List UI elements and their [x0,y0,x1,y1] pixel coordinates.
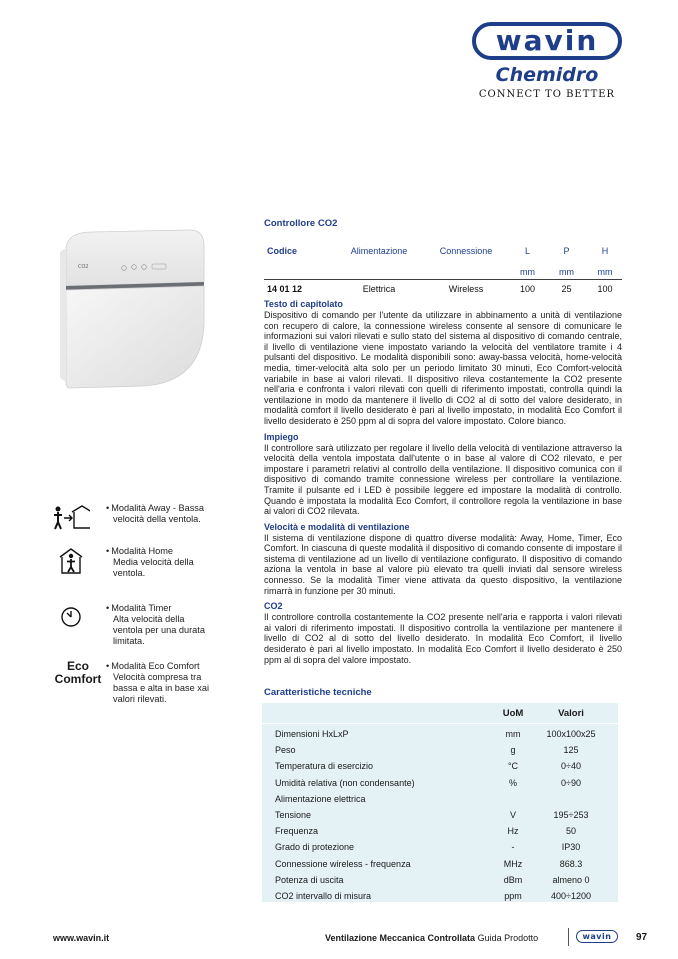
footer-divider [568,928,569,946]
product-table-units [264,267,622,280]
cell-codice: 14 01 12 [267,284,303,294]
tech-uom: V [509,809,516,820]
mode-away-label: Modalità Away - Bassa [111,503,204,513]
mode-away-desc: velocità della ventola. [113,514,201,524]
tech-uom: °C [507,761,519,772]
cell-connessione: Wireless [448,284,484,294]
eco-comfort-label: Eco Comfort [54,659,102,686]
tech-name: Tensione [275,809,312,820]
tech-name: Temperatura di esercizio [275,761,374,772]
unit-p: mm [559,267,574,277]
footer-wavin-logo [576,930,618,943]
page-number: 97 [636,932,648,943]
unit-alimentazione [336,267,422,277]
mode-eco-text: • Modalità Eco Comfort Velocità compresa tra bassa e alta in base xai valori rilevati. [106,661,216,705]
tech-header-divider [262,723,618,724]
tech-table-header [262,708,618,722]
table-row [262,758,618,774]
wavin-chemidro-logo [472,22,622,100]
table-row [262,775,618,791]
tech-uom: dBm [503,874,523,885]
table-row [262,791,618,807]
mode-home-label: Modalità Home [111,546,174,556]
cell-alimentazione: Elettrica [362,284,396,294]
tech-uom: ppm [504,890,522,901]
table-row [262,872,618,888]
tech-val: IP30 [561,842,581,853]
col-l: L [524,246,530,256]
modalita-text: Il sistema di ventilazione dispone di quattro diverse modalità: Away, Home, Timer, Eco Comfort. In ciascuna di queste modalità il dispositivo di comando consente di impostare il sistema di ventilazione ad un livello di ventilazione configurato. Il dispositivo di comando aziona la ventola in base al valore più elevato tra quelli inviati dal sensore wireless connesso. Se la modalità Timer viene attivata da questo dispositivo, la ventilazione rimarrà in funzione per 30 minuti. [264,532,622,596]
unit-codice [264,267,336,277]
unit-l: mm [520,267,535,277]
col-connessione: Connessione [439,246,493,256]
mode-eco-desc: Velocità compresa tra bassa e alta in base xai valori rilevati. [113,672,210,704]
mode-timer-label: Modalità Timer [111,603,172,613]
col-h: H [601,246,609,256]
impiego-text: Il controllore sarà utilizzato per regolare il livello della velocità di ventilazione attraverso la velocità della ventola impostata dall'utente o in base al valore di CO2 rilevato, e per impostare i parametri relativi al controllo della ventilazione. Il dispositivo comunica con il dispositivo di comando tramite connessione wireless per controllare la ventilazione. Tramite il pulsante ed i LED è possibile leggere ed impostare la modalità di controllo. Quando è impostata la modalità Eco Comfort, il controllore regola la ventilazione in base ai valori di CO2 rilevata. [264,442,622,517]
tech-title: Caratteristiche tecniche [264,687,372,698]
tech-uom: Hz [507,826,519,837]
cell-l: 100 [519,284,536,294]
table-row [262,888,618,904]
col-codice: Codice [267,246,298,256]
tech-val: 125 [563,745,579,756]
tech-val: almeno 0 [552,874,590,885]
home-icon [50,546,90,576]
table-row [262,742,618,758]
tech-name: Connessione wireless - frequenza [275,858,411,869]
mode-timer-text: • Modalità Timer Alta velocità della ventola per una durata limitata. [106,603,205,646]
footer-title-rest: Guida Prodotto [477,933,539,943]
footer-url[interactable]: www.wavin.it [53,933,110,943]
mode-eco-label: Modalità Eco Comfort [111,661,200,671]
capitolato-title: Testo di capitolato [264,299,343,309]
photo-label: CO2 [78,264,89,270]
table-row [262,726,618,742]
wavin-logo-text: wavin [495,24,599,57]
mode-home-desc: Media velocità della ventola. [113,557,194,578]
tech-table [262,703,618,902]
tech-name: Dimensioni HxLxP [275,729,349,739]
footer-title-bold: Ventilazione Meccanica Controllata [325,933,476,943]
table-row [262,807,618,823]
tech-name: Umidità relativa (non condensante) [275,777,415,788]
mode-home-text: • Modalità Home Media velocità della ventola. [106,546,206,579]
eco-comfort-icon [52,658,104,688]
footer-title [325,933,538,943]
cell-p: 25 [561,284,572,294]
tech-uom: MHz [503,858,523,869]
tech-uom: - [511,842,515,853]
tech-rows [262,726,618,904]
tech-val: 0÷40 [561,761,581,772]
product-section-title: Controllore CO2 [264,218,338,229]
tech-head-uom: UoM [502,708,524,719]
impiego-title: Impiego [264,431,299,442]
tech-val: 400÷1200 [551,890,591,901]
table-row [262,823,618,839]
product-table-header [264,246,622,256]
chemidro-logo: Chemidro [495,64,599,86]
tech-name: Alimentazione elettrica [275,793,366,804]
tech-uom: mm [505,729,521,739]
mode-timer-desc: Alta velocità della ventola per una durata limitata. [113,614,205,646]
away-icon [50,503,90,533]
modalita-title: Velocità e modalità di ventilazione [264,521,410,532]
timer-icon [50,603,90,633]
wavin-logo [472,22,622,60]
tech-uom: g [510,745,516,756]
table-row [262,856,618,872]
tech-name: Frequenza [275,826,319,837]
tagline: CONNECT TO BETTER [478,89,616,100]
tech-name: Peso [275,745,296,756]
tech-val: 50 [565,826,576,837]
co2-title: CO2 [264,601,283,612]
mode-away-text: • Modalità Away - Bassa velocità della ventola. [106,503,204,524]
tech-val: 195÷253 [553,809,589,820]
unit-connessione [422,267,510,277]
capitolato-text: Dispositivo di comando per l'utente da utilizzare in abbinamento a unità di ventilazione con recupero di calore, la connessione wireless consente al sensore di comunicare le informazioni sui valori rilevati e sullo stato del sistema al dispositivo di comando centrale, il livello di ventilazione viene impostato variando la velocità del ventilatore tramite i 4 pulsanti del dispositivo. Le modalità disponibili sono: away-bassa velocità, home-velocità media, timer-velocità alta solo per un periodo limitato 30 minuti, Eco Comfort-velocità variabile in base ai valori rilevati. Il dispositivo rileva costantemente la CO2 presente nell'aria e confronta i valori rilevati con quelli di riferimento impostati, controlla quindi la ventilazione in modo da mantenere il livello di CO2 al di sotto del valore desiderato, in modalità comfort il livello desiderato è pari al livello impostato, in modalità Eco Comfort il livello desiderato è 250 ppm al di sopra del valore impostato. Colore bianco. [264,310,622,426]
product-table-row [264,284,622,294]
co2-text: Il controllore controlla costantemente la CO2 presente nell'aria e rapporta i valori rilevati ai valori di riferimento impostati. Il dispositivo controlla la ventilazione per mantenere il livello di CO2 al di sotto del livello desiderato. In modalità Eco Comfort, il livello desiderato è pari al livello impostato. In modalità Eco Comfort il livello desiderato è 250 ppm al di sopra del valore impostato. [264,612,622,665]
col-p: P [563,246,570,256]
tech-name: CO2 intervallo di misura [275,890,372,901]
footer-logo-text: wavin [582,932,612,941]
tech-name: Potenza di uscita [275,874,344,885]
tech-name: Grado di protezione [275,842,355,853]
tech-head-val: Valori [558,708,584,719]
col-alimentazione: Alimentazione [350,246,408,256]
unit-h: mm [597,267,613,277]
tech-val: 868.3 [559,858,583,869]
cell-h: 100 [597,284,613,294]
product-photo [52,212,212,392]
table-row [262,839,618,855]
tech-val: 0÷90 [561,777,581,788]
main-column [264,218,622,665]
tech-uom: % [508,777,517,788]
tech-val: 100x100x25 [546,729,596,739]
